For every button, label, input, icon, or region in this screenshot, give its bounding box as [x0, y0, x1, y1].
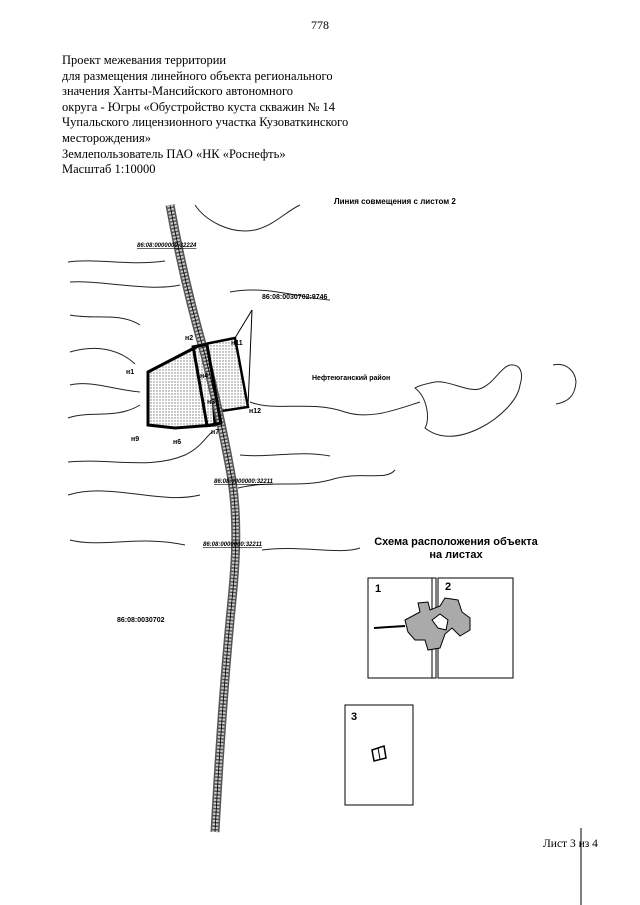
title-line: Проект межевания территории: [62, 53, 227, 67]
parcel-label-right: 86:08:0030702:9746: [262, 294, 328, 301]
road-centerline: [170, 205, 236, 832]
point-label-n2: н2: [185, 335, 194, 342]
sheet-number: Лист 3 из 4: [543, 838, 598, 850]
parcel-label-lower: 86:08:0000000:32211: [203, 542, 262, 548]
point-label-n6: н6: [173, 439, 182, 446]
land-user-line: Землепользователь ПАО «НК «Роснефть»: [62, 146, 286, 161]
parcel-label-mid: 86:08:0000000:32211: [214, 479, 273, 485]
point-label-n3: н3: [207, 399, 216, 406]
title-line: значения Ханты-Мансийского автономного: [62, 84, 294, 99]
scheme-sheet-2-label: 2: [445, 581, 452, 593]
title-line: месторождения»: [62, 130, 151, 145]
contour-line: [553, 364, 576, 404]
point-label-n11: н11: [231, 340, 243, 347]
contour-line: [262, 548, 360, 551]
title-line: округа - Югры «Обустройство куста скважин № 14: [62, 99, 336, 114]
point-label-n7: н7: [211, 429, 220, 436]
lake-contour: [415, 365, 522, 436]
contour-line: [240, 454, 330, 456]
contour-line: [68, 491, 200, 498]
contour-line: [195, 205, 300, 231]
quarter-label: 86:08:0030702: [117, 617, 165, 624]
match-line-label: Линия совмещения с листом 2: [334, 197, 456, 206]
point-label-n1: н1: [126, 369, 135, 376]
point-label-n9: н9: [131, 436, 140, 443]
contour-line: [68, 432, 212, 463]
scheme-object-shape: [374, 598, 470, 650]
scheme-sheet-3-label: 3: [351, 711, 358, 723]
contour-line: [68, 261, 165, 263]
page-number: 778: [311, 18, 329, 32]
point-label-n12: н12: [249, 408, 262, 415]
district-label: Нефтеюганский район: [312, 375, 391, 382]
parcel-label-top: 86:08:0000000:32224: [137, 243, 197, 249]
road-corridor: [170, 205, 236, 832]
contour-line: [250, 402, 420, 415]
title-line: Чупальского лицензионного участка Кузоваткинского: [62, 115, 349, 130]
road-corridor-outline: [170, 205, 236, 832]
title-line: для размещения линейного объекта регионального: [62, 68, 333, 83]
contour-line: [70, 282, 180, 287]
contour-line: [70, 315, 140, 325]
scale-line: Масштаб 1:10000: [62, 162, 156, 177]
contour-line: [70, 540, 185, 545]
contour-line: [70, 348, 135, 364]
scheme-subtitle: на листах: [429, 549, 483, 561]
contour-line: [68, 405, 140, 418]
scheme-sheet-1-label: 1: [375, 583, 382, 595]
scheme-title: Схема расположения объекта: [374, 536, 538, 548]
point-label-n4: н4: [200, 373, 209, 380]
contour-line: [70, 384, 140, 392]
